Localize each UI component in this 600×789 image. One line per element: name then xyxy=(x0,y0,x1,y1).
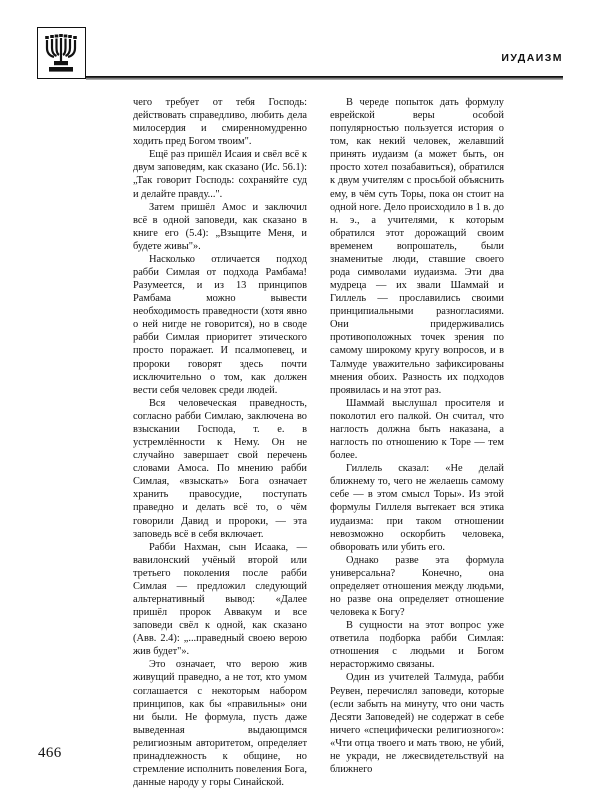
running-head xyxy=(0,0,600,95)
paragraph: В сущности на этот вопрос уже ответила подборка рабби Симлая: отношения с людьми и Богом нерасторжимо связаны. xyxy=(330,620,504,671)
header-rule xyxy=(86,76,563,80)
paragraph: Насколько отличается подход рабби Симлая от подхода Рамбама! Разумеется, и из 13 принципов Рамбама можно вывести необходимость праведности (хотя явно о ней нигде не говорится), но в своде рабби Симлая приоритет этического просто поражает. И псалмопевец, и пророки говорят здесь почти исключительно о том, как должен вести себя человек среди людей. xyxy=(133,253,307,396)
paragraph: Рабби Нахман, сын Исаака, — вавилонский учёный второй или третьего поколения после рабби Симлая — предложил следующий альтернативный вывод: «Далее пришёл пророк Аввакум и все заповеди свёл к одной, как сказано (Авв. 2.4): „...праведный своею верою жив будет"». xyxy=(133,541,307,658)
paragraph: Ещё раз пришёл Исаия и свёл всё к двум заповедям, как сказано (Ис. 56.1): „Так говорит Господь: сохраняйте суд и делайте правду...". xyxy=(133,149,307,200)
paragraph: Один из учителей Талмуда, рабби Реувен, перечислял заповеди, которые (если забыть на минуту, что они часть Десяти Заповедей) не содержат в себе ничего «специфически религиозного»: «Чти отца твоего и мать твою, не убий, не укради, не лжесвидетельствуй на ближнего xyxy=(330,672,504,775)
text-column-left xyxy=(133,96,307,789)
paragraph: Шаммай выслушал просителя и поколотил его палкой. Он считал, что наглость должна быть наказана, а наглость по отношению к Торе — тем более. xyxy=(330,397,504,462)
menorah-icon xyxy=(37,27,86,79)
paragraph: Однако разве эта формула универсальна? Конечно, она определяет отношения между людьми, но разве она определяет отношение человека к Богу? xyxy=(330,554,504,619)
page-number: 466 xyxy=(38,745,62,761)
paragraph: Вся человеческая праведность, согласно рабби Симлаю, заключена во взыскании Господа, т. е. в устремлённости к Нему. Он не случайно завершает свой перечень словами Амоса. По мнению рабби Симлая, «взыскать» Бога означает хранить правосудие, поступать праведно и делать всё то, о чём говорили Давид и пророки, — эта заповедь всё в себя включает. xyxy=(133,397,307,540)
paragraph: Затем пришёл Амос и заключил всё в одной заповеди, как сказано в книге его (5.4): „Взыщите Меня, и будете живы"». xyxy=(133,201,307,252)
text-column-right xyxy=(330,96,504,776)
paragraph: В череде попыток дать формулу еврейской веры особой популярностью пользуется история о том, как некий человек, желавший принять иудаизм (а может быть, он просто хотел позабавиться), обратился к двум учителям с просьбой объяснить ему, в чём суть Торы, пока он стоит на одной ноге. Дело происходило в 1 в. до н. э., а учителями, к которым обратился этот дорожащий своим временем вопрошатель, были знаменитые люди, ставшие своего рода символами иудаизма. Эти два мудреца — их звали Шаммай и Гиллель — прославились своими принципиальными разногласиями. Они придерживались противоположных точек зрения по самому широкому кругу вопросов, и в Талмуде уважительно зафиксированы мнения обоих. Разность их подходов проявилась и на этот раз. xyxy=(330,97,504,396)
running-head-title: ИУДАИЗМ xyxy=(501,52,563,64)
paragraph: чего требует от тебя Господь: действовать справедливо, любить дела милосердия и смиренномудренно ходить пред Богом твоим". xyxy=(133,97,307,148)
paragraph: Гиллель сказал: «Не делай ближнему то, чего не желаешь самому себе — в этом смысл Торы». Из этой формулы Гиллеля вытекает вся этика иудаизма: при таком отношении невозможно оскорбить человека, обворовать или убить его. xyxy=(330,463,504,553)
paragraph: Это означает, что верою жив живущий праведно, а не тот, кто умом соглашается с некоторым набором принципов, как бы «правильны» они ни были. Не формула, пусть даже выведенная выдающимся религиозным авторитетом, определяет принадлежность к общине, но стремление исполнить повеления Бога, данные народу у горы Синайской. xyxy=(133,659,307,789)
